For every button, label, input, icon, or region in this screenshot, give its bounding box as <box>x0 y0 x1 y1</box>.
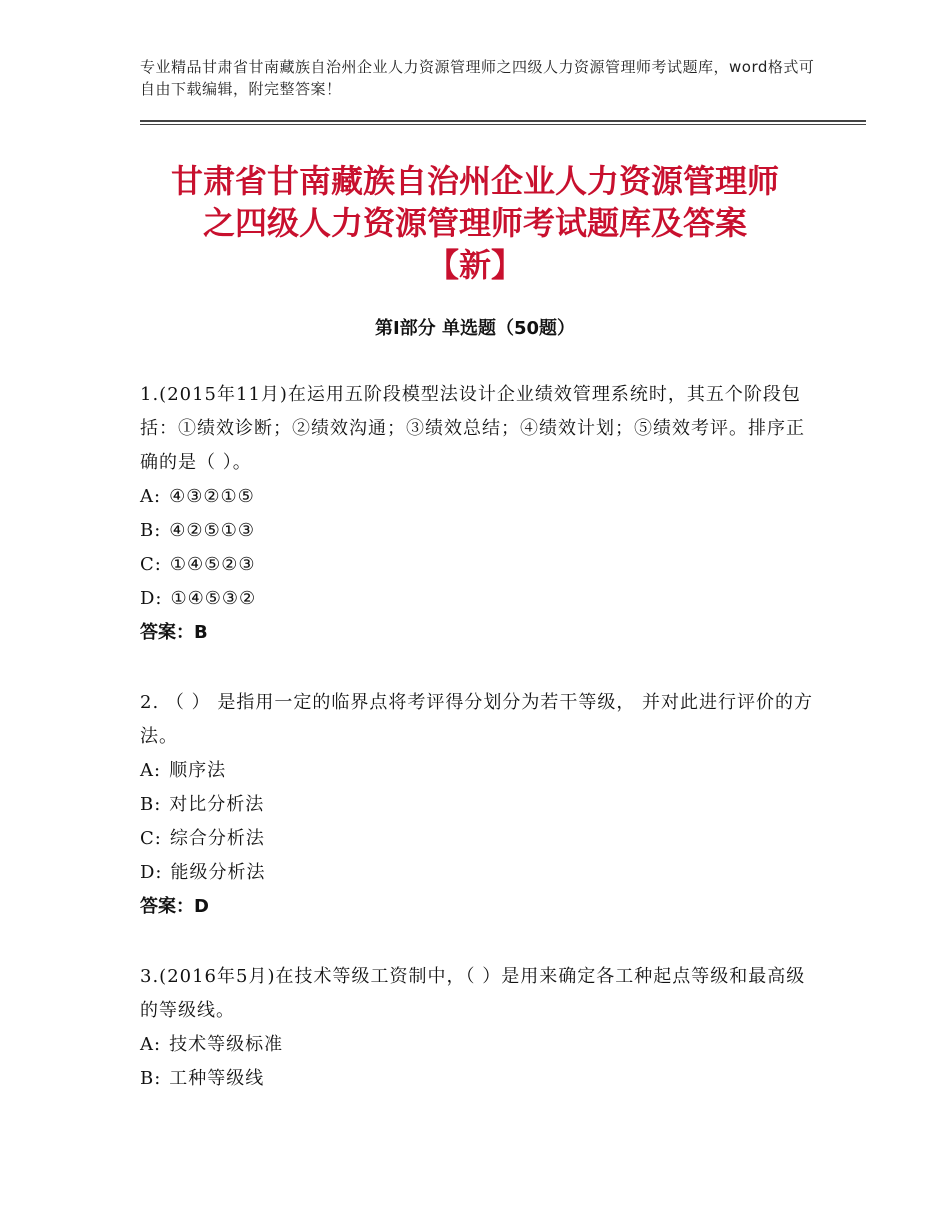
question-3 <box>140 960 820 1096</box>
header-divider-thin <box>140 124 866 125</box>
option-b <box>140 788 820 822</box>
option-text: ①④⑤③② <box>170 588 257 609</box>
option-text: 对比分析法 <box>169 794 265 815</box>
option-text: 顺序法 <box>169 760 227 781</box>
option-letter: B: <box>140 1068 162 1089</box>
option-letter: D: <box>140 862 163 883</box>
option-letter: B: <box>140 520 162 541</box>
question-stem: 1.(2015年11月)在运用五阶段模型法设计企业绩效管理系统时，其五个阶段包括：①绩效诊断；②绩效沟通；③绩效总结；④绩效计划；⑤绩效考评。排序正确的是（ ）。 <box>140 384 805 473</box>
option-letter: C: <box>140 828 162 849</box>
option-a <box>140 1028 820 1062</box>
option-letter: B: <box>140 794 162 815</box>
option-text: ④③②①⑤ <box>169 486 255 507</box>
option-text: 能级分析法 <box>170 862 266 883</box>
option-text: ①④⑤②③ <box>169 554 256 575</box>
option-c <box>140 548 820 582</box>
document-title <box>100 160 850 286</box>
title-line-3: 【新】 <box>426 246 523 284</box>
option-text: ④②⑤①③ <box>169 520 255 541</box>
header-note: 专业精品甘肃省甘南藏族自治州企业人力资源管理师之四级人力资源管理师考试题库，word格式可自由下载编辑，附完整答案！ <box>140 58 815 98</box>
option-text: 技术等级标准 <box>169 1034 284 1055</box>
header-divider-thick <box>140 120 866 122</box>
option-letter: D: <box>140 588 163 609</box>
option-a <box>140 754 820 788</box>
option-a <box>140 480 820 514</box>
question-stem: 2. （ ） 是指用一定的临界点将考评得分划分为若干等级， 并对此进行评价的方法。 <box>140 692 814 747</box>
question-stem: 3.(2016年5月)在技术等级工资制中，（ ）是用来确定各工种起点等级和最高级的等级线。 <box>140 966 806 1021</box>
question-2 <box>140 686 820 924</box>
option-d <box>140 582 820 616</box>
option-letter: A: <box>140 1034 162 1055</box>
answer: 答案：B <box>140 622 208 643</box>
answer: 答案：D <box>140 896 209 917</box>
option-letter: A: <box>140 760 162 781</box>
title-line-2: 之四级人力资源管理师考试题库及答案 <box>202 204 747 242</box>
option-text: 综合分析法 <box>169 828 265 849</box>
title-line-1: 甘肃省甘南藏族自治州企业人力资源管理师 <box>170 162 779 200</box>
option-d <box>140 856 820 890</box>
option-text: 工种等级线 <box>169 1068 265 1089</box>
option-c <box>140 822 820 856</box>
option-b <box>140 514 820 548</box>
option-letter: C: <box>140 554 162 575</box>
option-b <box>140 1062 820 1096</box>
option-letter: A: <box>140 486 162 507</box>
question-1 <box>140 378 820 650</box>
section-heading: 第Ⅰ部分 单选题（50题） <box>374 318 575 339</box>
